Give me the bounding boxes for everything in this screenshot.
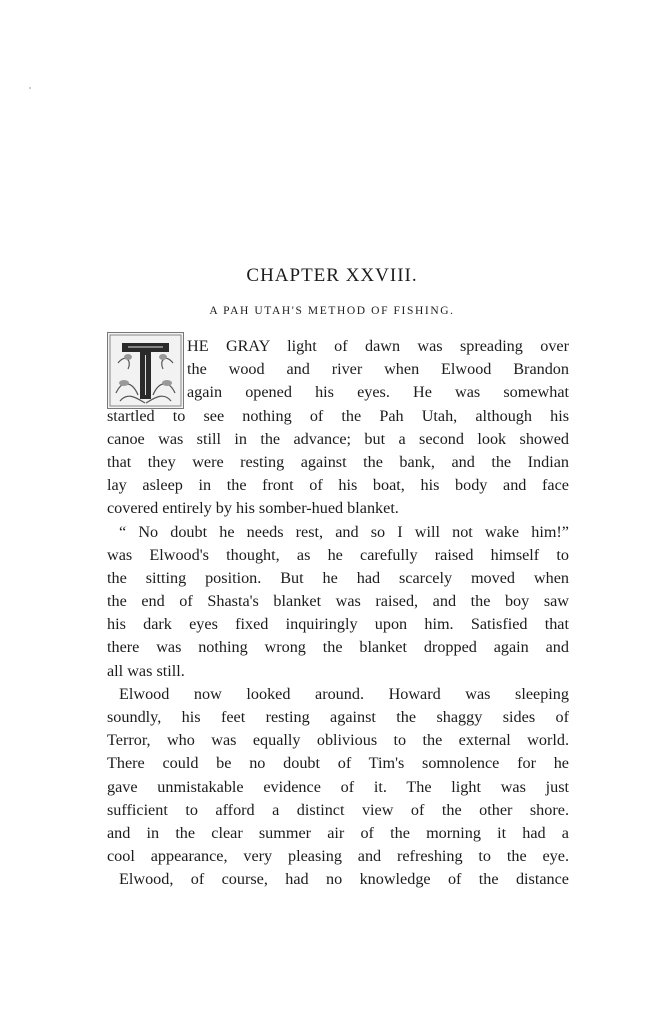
text-line: was Elwood's thought, as he carefully raised himself to: [107, 545, 569, 564]
text-line: There could be no doubt of Tim's somnolence for he: [107, 754, 569, 773]
chapter-subtitle: A PAH UTAH'S METHOD OF FISHING.: [209, 305, 455, 317]
text-line: cool appearance, very pleasing and refreshing to the eye.: [107, 847, 569, 866]
text-line: gave unmistakable evidence of it. The light was just: [107, 777, 569, 796]
text-line: the wood and river when Elwood Brandon: [187, 360, 569, 379]
text-line: and in the clear summer air of the morning it had a: [107, 823, 569, 842]
chapter-body: [107, 335, 569, 892]
text-line: covered entirely by his somber-hued blanket.: [107, 499, 399, 518]
text-line: Elwood, of course, had no knowledge of the distance: [119, 870, 569, 889]
text-line: Terror, who was equally oblivious to the external world.: [107, 731, 569, 750]
page-speck: [29, 87, 31, 89]
text-line: startled to see nothing of the Pah Utah, although his: [107, 406, 569, 425]
text-line: his dark eyes fixed inquiringly upon him. Satisfied that: [107, 615, 569, 634]
text-line: Elwood now looked around. Howard was sleeping: [119, 684, 569, 703]
text-line: canoe was still in the advance; but a second look showed: [107, 429, 569, 448]
text-line: soundly, his feet resting against the shaggy sides of: [107, 708, 569, 726]
text-line: all was still.: [107, 661, 185, 680]
text-line: again opened his eyes. He was somewhat: [187, 383, 569, 402]
text-line: HE GRAY light of dawn was spreading over: [187, 337, 569, 355]
text-line: lay asleep in the front of his boat, his body and face: [107, 476, 569, 495]
text-line: the end of Shasta's blanket was raised, and the boy saw: [107, 592, 569, 611]
text-line: “ No doubt he needs rest, and so I will not wake him!”: [119, 522, 569, 541]
text-line: there was nothing wrong the blanket dropped again and: [107, 638, 569, 657]
text-line: sufficient to afford a distinct view of the other shore.: [107, 800, 569, 819]
chapter-title: CHAPTER XXVIII.: [246, 265, 418, 286]
text-line: that they were resting against the bank, and the Indian: [107, 452, 569, 471]
text-line: the sitting position. But he had scarcely moved when: [107, 568, 569, 587]
